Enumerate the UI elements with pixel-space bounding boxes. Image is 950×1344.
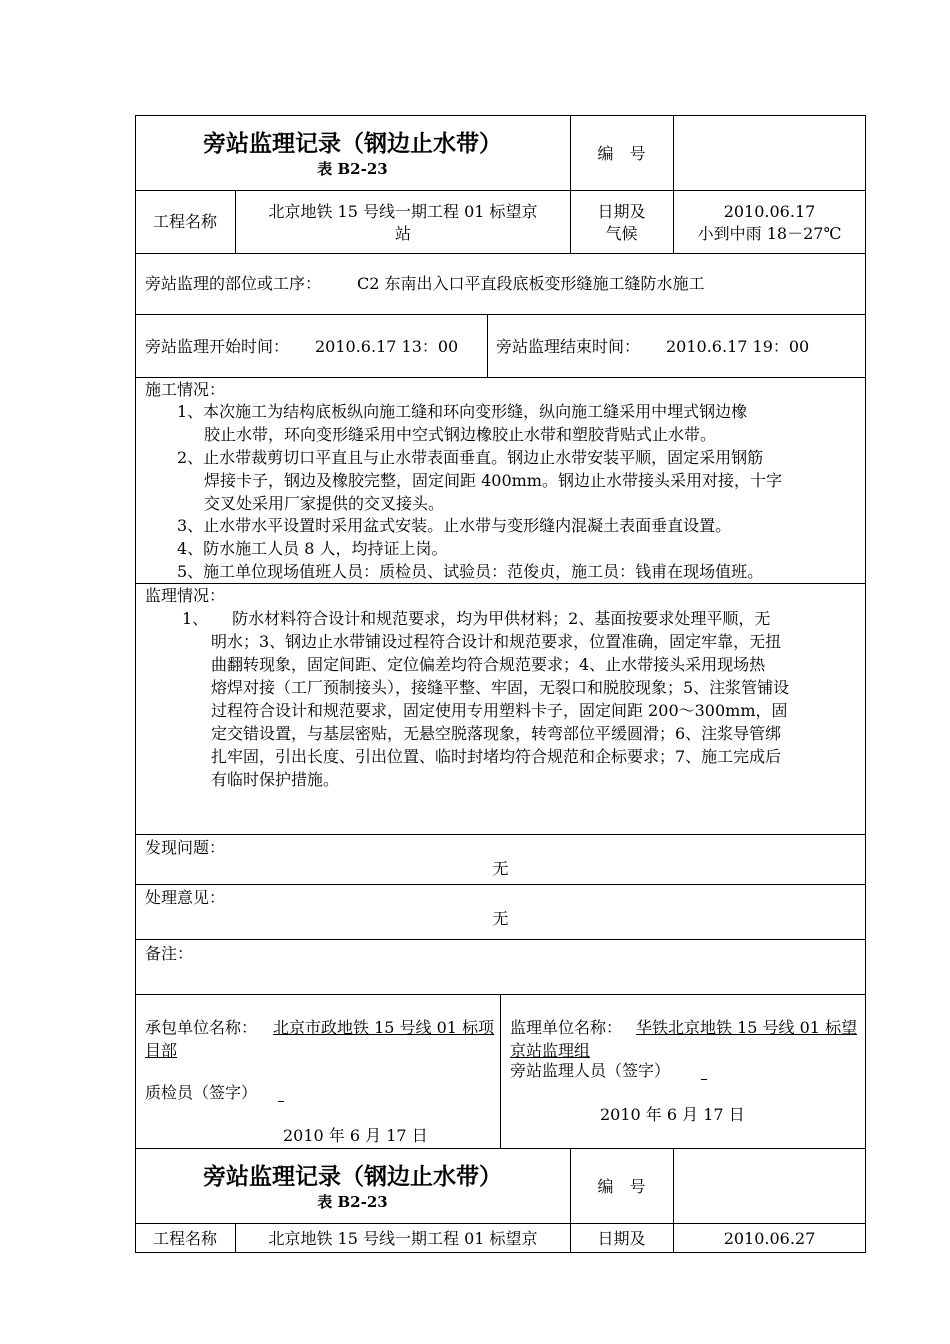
construction-heading: 施工情况： [145, 380, 226, 399]
supervisor-date: 2010 年 6 月 17 日 [600, 1105, 745, 1124]
construction-line: 4、防水施工人员 8 人，均持证上岗。 [177, 539, 448, 558]
location-value: C2 东南出入口平直段底板变形缝施工缝防水施工 [357, 274, 705, 293]
signature-line [701, 1079, 707, 1080]
supervision-line: 扎牢固，引出长度、引出位置、临时封堵均符合规范和企标要求；7、施工完成后 [211, 747, 782, 766]
form-code: 表 B2-23 [317, 1193, 388, 1211]
contractor-label: 承包单位名称： [145, 1018, 258, 1037]
supervisor-label: 监理单位名称： [510, 1018, 623, 1037]
supervisor-name: 华铁北京地铁 15 号线 01 标望 [636, 1018, 858, 1037]
row-divider [135, 939, 866, 940]
row-divider [135, 583, 866, 584]
supervision-line: 1、 防水材料符合设计和规范要求，均为甲供材料；2、基面按要求处理平顺，无 [182, 609, 771, 628]
construction-line: 2、止水带裁剪切口平直且与止水带表面垂直。钢边止水带安装平顺，固定采用钢筋 [177, 448, 764, 467]
date-weather-label: 日期及 [597, 1229, 646, 1248]
row-divider [135, 253, 866, 254]
opinion-value: 无 [492, 909, 509, 928]
supervision-line: 定交错设置，与基层密贴，无悬空脱落现象，转弯部位平缓圆滑；6、注浆导管绑 [211, 724, 782, 743]
remarks-label: 备注： [145, 944, 194, 963]
project-label: 工程名称 [152, 212, 217, 231]
problems-value: 无 [492, 859, 509, 878]
number-label: 编 号 [597, 1177, 646, 1196]
supervisor-signature-label: 旁站监理人员（签字） [510, 1061, 671, 1080]
number-label: 编 号 [597, 144, 646, 163]
start-label: 旁站监理开始时间： [145, 337, 290, 356]
end-label: 旁站监理结束时间： [496, 337, 641, 356]
signature-line [278, 1101, 284, 1102]
supervision-line: 明水；3、钢边止水带铺设过程符合设计和规范要求，位置准确，固定牢靠，无扭 [211, 632, 782, 651]
date-weather-label-2: 气候 [605, 224, 638, 243]
contractor-name: 北京市政地铁 15 号线 01 标项 [273, 1018, 495, 1037]
row-divider [135, 884, 866, 885]
project-name: 北京地铁 15 号线一期工程 01 标望京 [268, 1229, 538, 1248]
end-time: 2010.6.17 19：00 [666, 337, 810, 356]
project-name: 北京地铁 15 号线一期工程 01 标望京 [268, 202, 538, 221]
supervision-line: 曲翻转现象，固定间距、定位偏差均符合规范要求；4、止水带接头采用现场热 [211, 655, 766, 674]
form-code: 表 B2-23 [317, 160, 388, 178]
row-divider [135, 1223, 866, 1224]
location-label: 旁站监理的部位或工序： [145, 274, 322, 293]
date-value: 2010.06.27 [723, 1229, 816, 1248]
start-time: 2010.6.17 13：00 [315, 337, 459, 356]
problems-label: 发现问题： [145, 838, 226, 857]
supervision-heading: 监理情况： [145, 586, 226, 605]
opinion-label: 处理意见： [145, 888, 226, 907]
row-divider [135, 190, 866, 191]
project-name-cont: 站 [394, 224, 411, 243]
supervision-line: 过程符合设计和规范要求，固定使用专用塑料卡子，固定间距 200～300mm，固 [211, 701, 788, 720]
supervision-line: 熔焊对接（工厂预制接头），接缝平整、牢固，无裂口和脱胶现象；5、注浆管铺设 [211, 678, 790, 697]
construction-line: 胶止水带，环向变形缝采用中空式钢边橡胶止水带和塑胶背贴式止水带。 [204, 425, 717, 444]
construction-line: 焊接卡子，钢边及橡胶完整，固定间距 400mm。钢边止水带接头采用对接，十字 [204, 471, 782, 490]
supervision-line: 有临时保护措施。 [211, 770, 340, 789]
construction-line: 5、施工单位现场值班人员：质检员、试验员：范俊贞，施工员：钱甫在现场值班。 [177, 562, 764, 581]
form-title: 旁站监理记录（钢边止水带） [203, 1163, 502, 1190]
construction-line: 交叉处采用厂家提供的交叉接头。 [204, 494, 445, 513]
date-value: 2010.06.17 [723, 202, 816, 221]
weather-value: 小到中雨 18－27℃ [697, 224, 842, 243]
construction-line: 3、止水带水平设置时采用盆式安装。止水带与变形缝内混凝土表面垂直设置。 [177, 516, 732, 535]
supervisor-name-cont: 京站监理组 [510, 1041, 591, 1060]
form-title: 旁站监理记录（钢边止水带） [203, 130, 502, 157]
inspector-signature-label: 质检员（签字） [145, 1083, 258, 1102]
row-divider [135, 834, 866, 835]
construction-line: 1、本次施工为结构底板纵向施工缝和环向变形缝，纵向施工缝采用中埋式钢边橡 [177, 402, 748, 421]
col-divider [487, 314, 488, 377]
date-weather-label: 日期及 [597, 202, 646, 221]
col-divider [500, 994, 501, 1149]
project-label: 工程名称 [152, 1229, 217, 1248]
contractor-date: 2010 年 6 月 17 日 [283, 1126, 428, 1145]
row-divider [135, 314, 866, 315]
contractor-name-cont: 目部 [145, 1041, 178, 1060]
row-divider [135, 377, 866, 378]
